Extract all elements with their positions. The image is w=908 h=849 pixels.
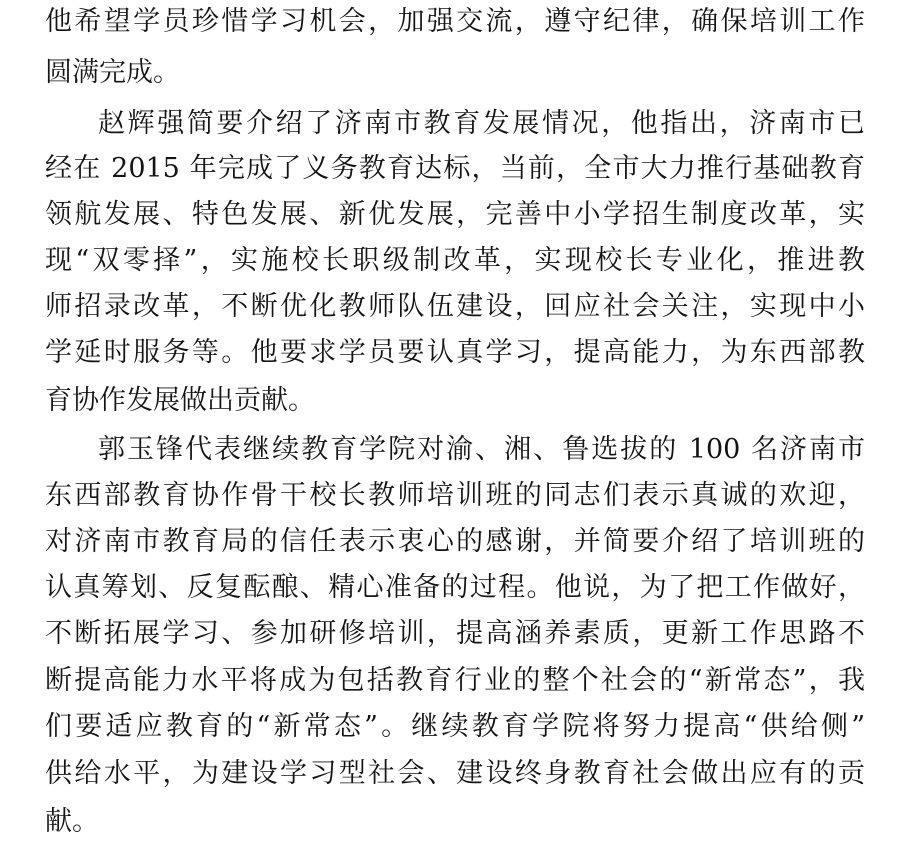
text-line: 圆满完成。 [45,57,180,88]
text-line: 认真筹划、反复酝酿、精心准备的过程。他说，为了把工作做好， [45,572,865,603]
text-line: 现“双零择”，实施校长职级制改革，实现校长专业化，推进教 [45,245,865,276]
text-line: 育协作发展做出贡献。 [45,385,315,416]
text-line: 供给水平，为建设学习型社会、建设终身教育社会做出应有的贡 [45,758,865,789]
text-line: 经在 2015 年完成了义务教育达标，当前，全市大力推行基础教育 [45,153,865,184]
text-line: 郭玉锋代表继续教育学院对渝、湘、鲁选拔的 100 名济南市 [98,434,865,465]
text-line: 断提高能力水平将成为包括教育行业的整个社会的“新常态”，我 [45,665,865,696]
text-line: 赵辉强简要介绍了济南市教育发展情况，他指出，济南市已 [98,108,865,139]
text-line: 学延时服务等。他要求学员要认真学习，提高能力，为东西部教 [45,337,865,368]
text-line: 师招录改革，不断优化教师队伍建设，回应社会关注，实现中小 [45,291,865,322]
text-line: 不断拓展学习、参加研修培训，提高涵养素质，更新工作思路不 [45,618,865,649]
text-line: 东西部教育协作骨干校长教师培训班的同志们表示真诚的欢迎， [45,480,865,511]
text-line: 领航发展、特色发展、新优发展，完善中小学招生制度改革，实 [45,199,865,230]
text-line: 对济南市教育局的信任表示衷心的感谢，并简要介绍了培训班的 [45,526,865,557]
text-line: 献。 [45,806,99,837]
text-line: 他希望学员珍惜学习机会，加强交流，遵守纪律，确保培训工作 [45,6,865,37]
text-line: 们要适应教育的“新常态”。继续教育学院将努力提高“供给侧” [45,711,865,742]
